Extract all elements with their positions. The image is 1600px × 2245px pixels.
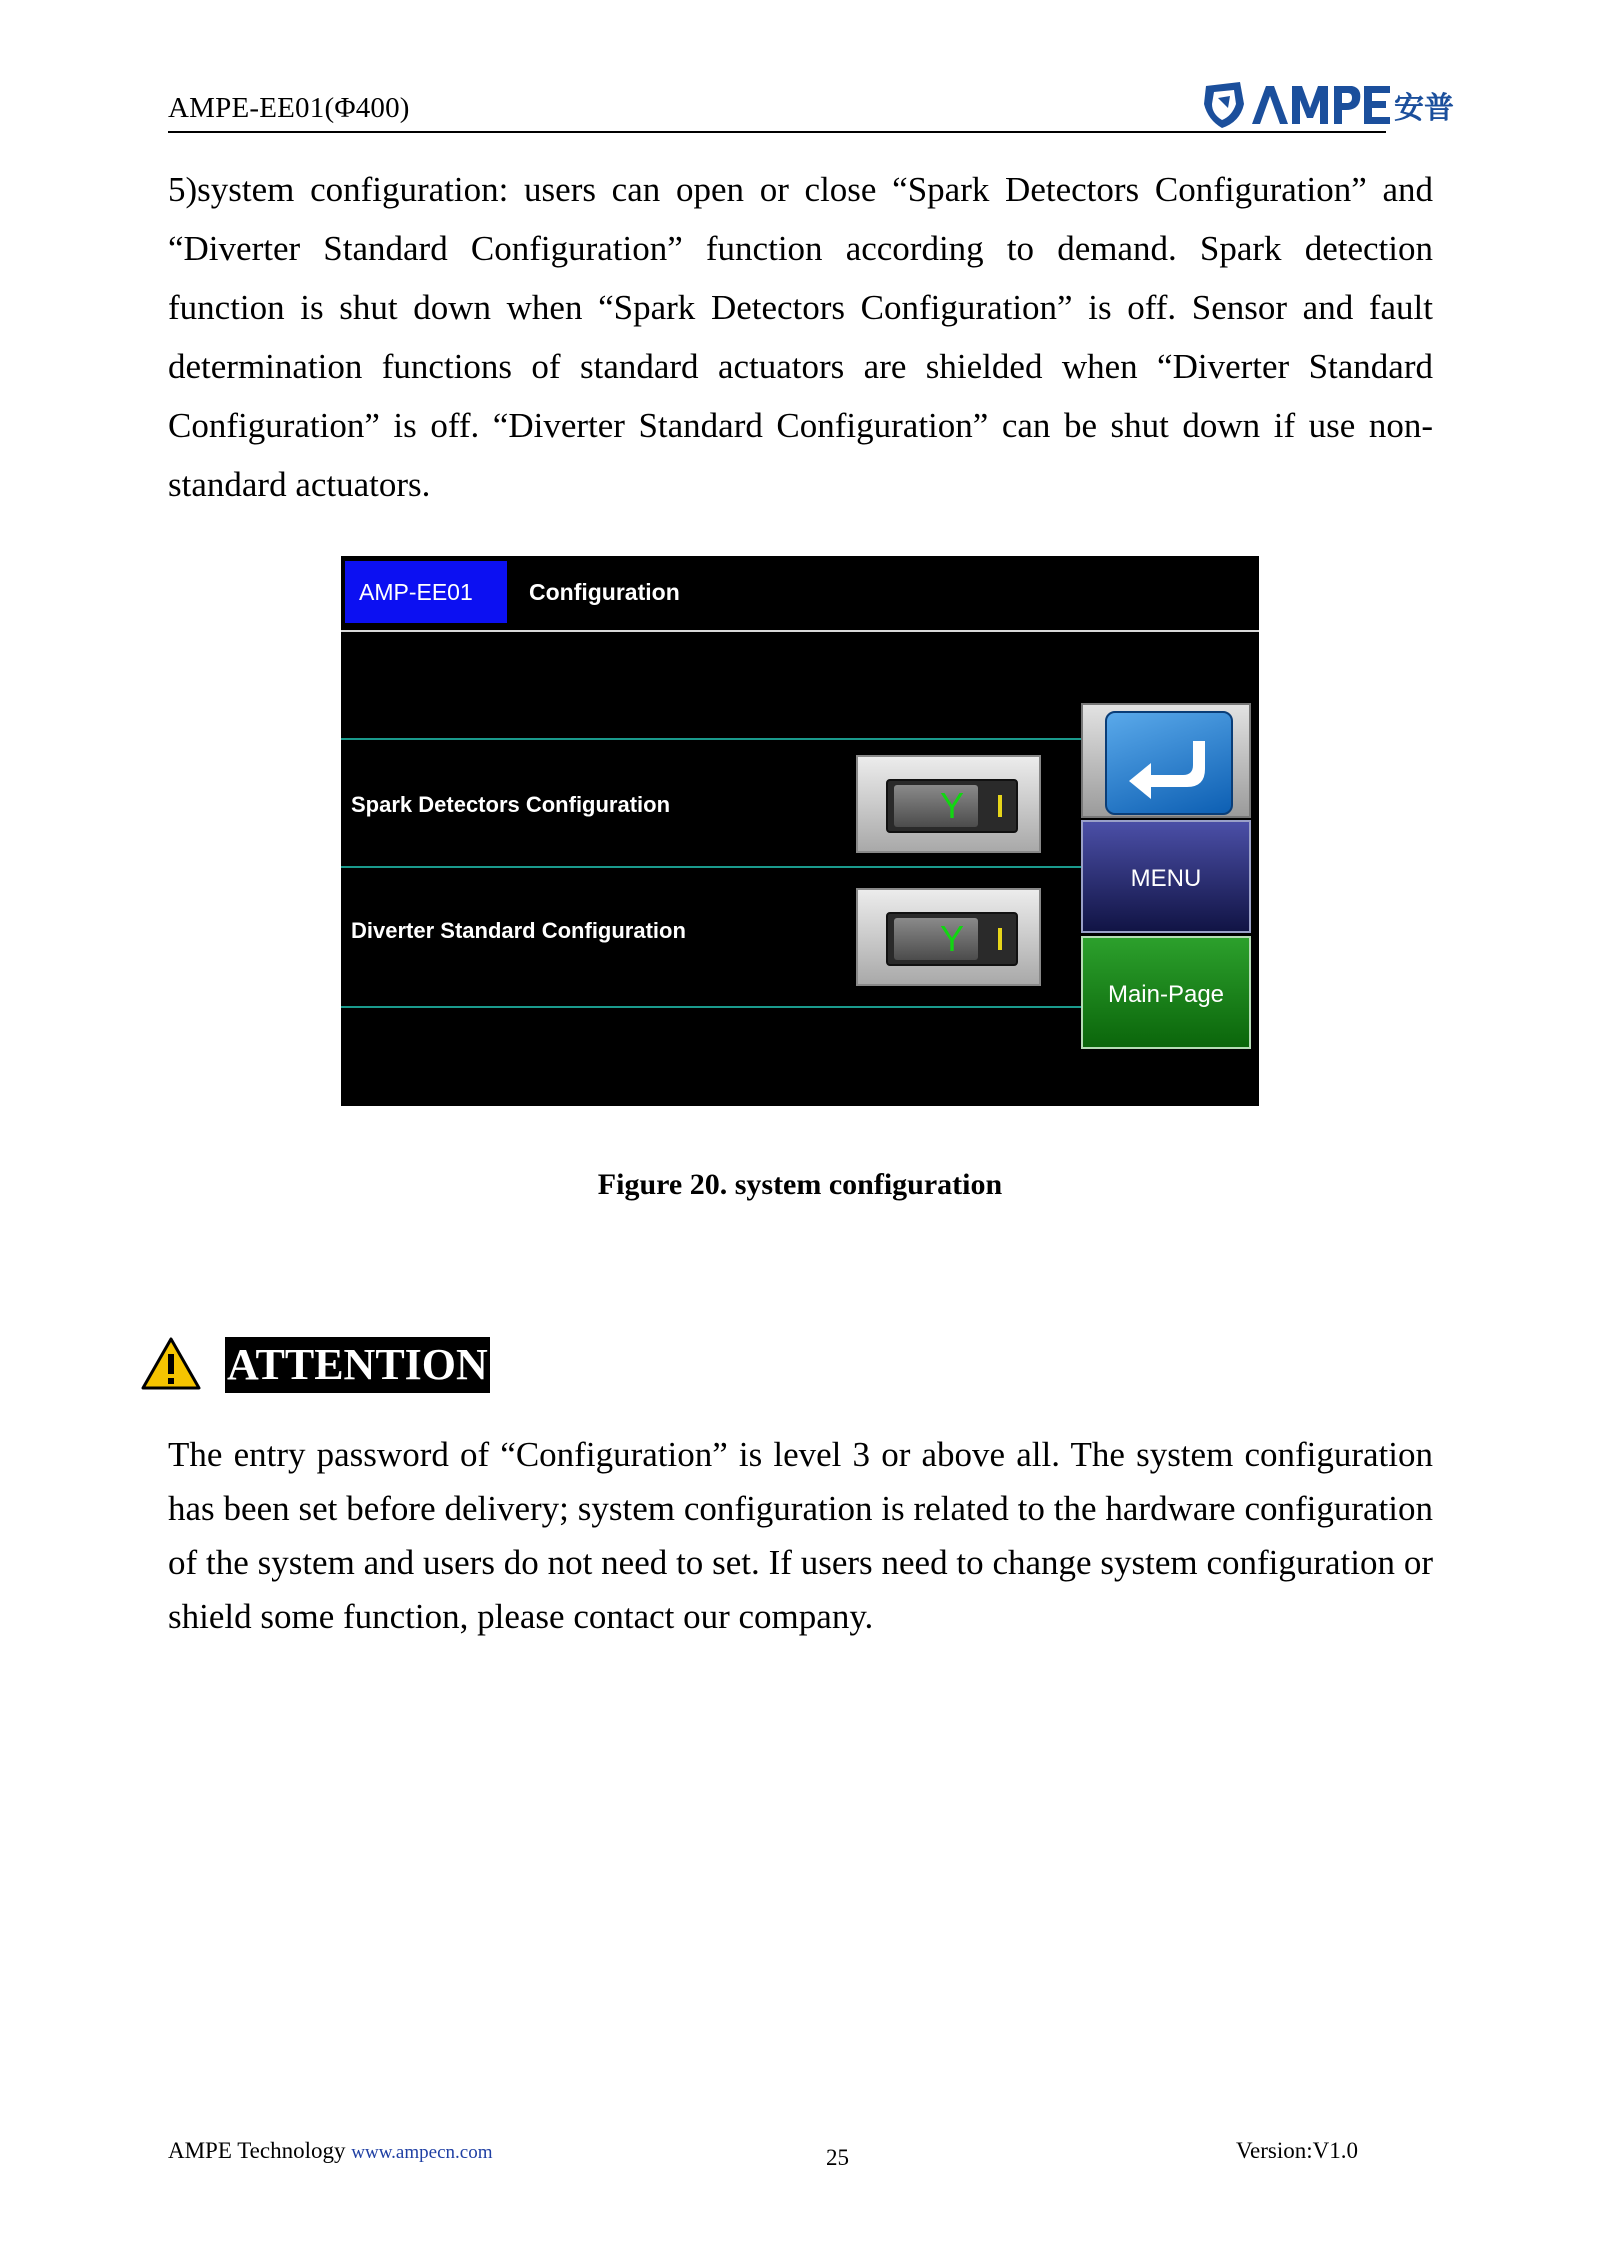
figure-caption: Figure 20. system configuration [597,1168,1003,1201]
toggle-state-label: Y [940,918,965,959]
paragraph-system-configuration: 5)system configuration: users can open or close “Spark Detectors Configuration” and “Diverter Standard Configuration” function according to demand. Spark detection function is shut down when “Spark Detectors Configuration” is off. Sensor and fault determination functions of standard actuators are shielded when “Diverter Standard Configuration” is off. “Diverter Standard Configuration” can be shut down if use non-standard actuators. [168,170,1433,504]
toggle-indicator [998,795,1002,817]
page-number: 25 [826,2145,849,2170]
footer-company [168,2138,492,2164]
logo-cjk-text: 安普 [1394,91,1454,126]
row-label-spark-detectors: Spark Detectors Configuration [351,792,671,817]
return-arrow-icon [1105,711,1233,815]
main-page-button[interactable]: Main-Page [1081,936,1251,1049]
paragraph-attention: The entry password of “Configuration” is level 3 or above all. The system configuration has been set before delivery; system configuration is related to the hardware configuration of the system and users do not need to set. If users need to change system configuration or shield some function, please contact our company. [168,1435,1433,1636]
toggle-slot [886,912,1018,966]
menu-button[interactable]: MENU [1081,820,1251,933]
hmi-screenshot [341,556,1259,1106]
header-rule [168,131,1386,133]
toggle-knob [894,785,978,827]
hmi-divider-2 [341,866,1081,868]
back-button[interactable] [1081,703,1251,818]
warning-triangle-icon [140,1336,202,1392]
hmi-screen-title: Configuration [529,579,680,605]
hmi-divider-1 [341,738,1081,740]
toggle-knob [894,918,978,960]
footer-version: Version:V1.0 [1236,2138,1359,2163]
hmi-device-id: AMP-EE01 [345,561,507,623]
attention-label: ATTENTION [225,1337,490,1393]
spark-detectors-toggle[interactable] [856,755,1041,853]
header-title: AMPE-EE01(Φ400) [168,92,410,124]
hmi-divider-top [341,630,1259,632]
footer-company-name: AMPE Technology [168,2138,346,2163]
toggle-indicator [998,928,1002,950]
row-label-diverter-standard: Diverter Standard Configuration [351,918,686,943]
toggle-slot [886,779,1018,833]
toggle-state-label: Y [940,785,965,826]
diverter-standard-toggle[interactable] [856,888,1041,986]
footer-url[interactable]: www.ampecn.com [351,2142,493,2163]
hmi-divider-3 [341,1006,1081,1008]
company-logo [1200,78,1454,130]
